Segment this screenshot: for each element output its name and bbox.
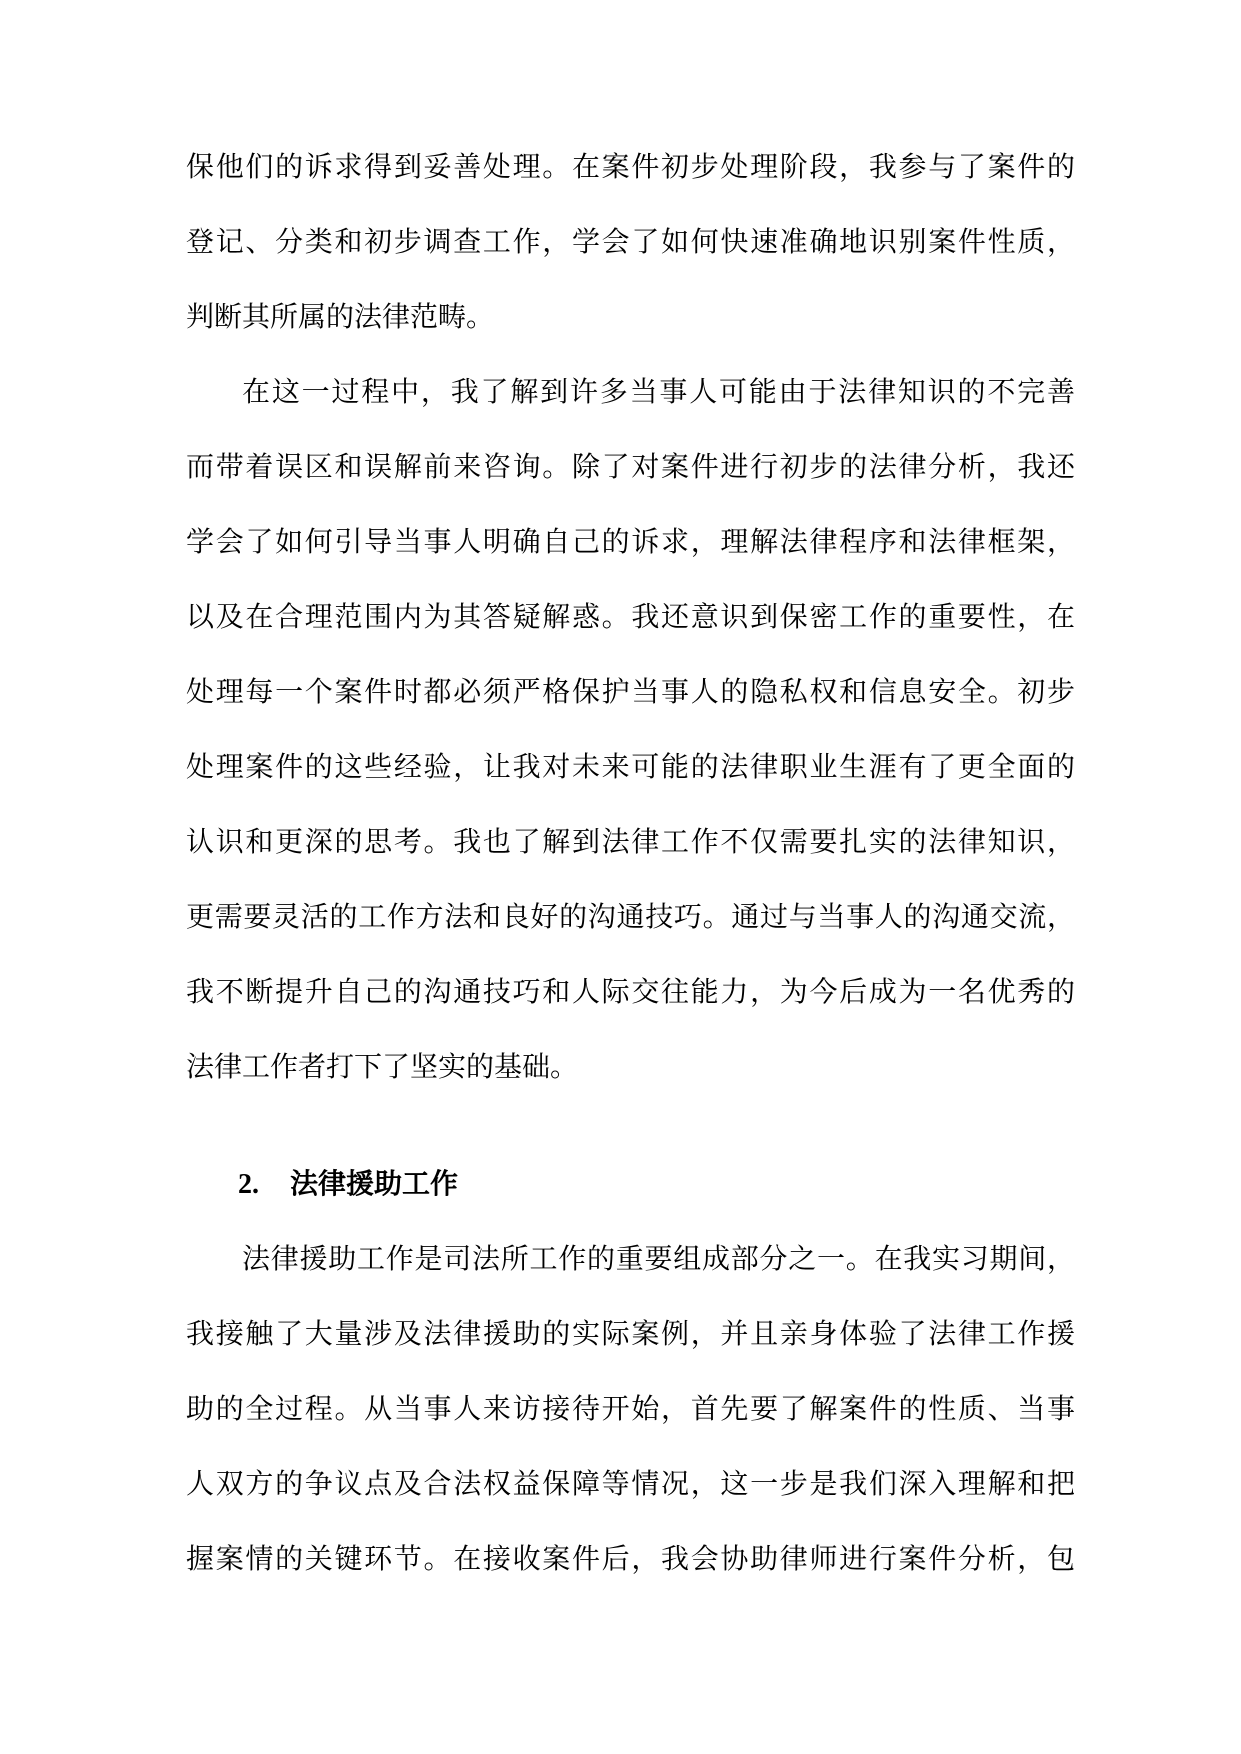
- heading-text: 法律援助工作: [290, 1169, 459, 1200]
- text-line: 我接触了大量涉及法律援助的实际案例，并且亲身体验了法律工作援: [186, 1319, 1075, 1350]
- text-line: 处理案件的这些经验，让我对未来可能的法律职业生涯有了更全面的: [186, 752, 1075, 783]
- text-line: 更需要灵活的工作方法和良好的沟通技巧。通过与当事人的沟通交流，: [186, 902, 1075, 933]
- text-line: 法律工作者打下了坚实的基础。: [186, 1052, 579, 1083]
- text-line: 我不断提升自己的沟通技巧和人际交往能力，为今后成为一名优秀的: [186, 977, 1075, 1008]
- heading-number: 2.: [238, 1169, 259, 1200]
- paragraph-case-initial-handling: [186, 130, 1075, 355]
- text-line: 保他们的诉求得到妥善处理。在案件初步处理阶段，我参与了案件的: [186, 152, 1075, 183]
- text-line: 人双方的争议点及合法权益保障等情况，这一步是我们深入理解和把: [186, 1469, 1075, 1500]
- text-line: 认识和更深的思考。我也了解到法律工作不仅需要扎实的法律知识，: [186, 827, 1075, 858]
- text-line: 而带着误区和误解前来咨询。除了对案件进行初步的法律分析，我还: [186, 452, 1075, 483]
- text-line: 助的全过程。从当事人来访接待开始，首先要了解案件的性质、当事: [186, 1394, 1075, 1425]
- heading-legal-aid-work: [186, 1147, 1075, 1222]
- paragraph-process-reflection: [186, 355, 1075, 1105]
- text-line: 登记、分类和初步调查工作，学会了如何快速准确地识别案件性质，: [186, 227, 1075, 258]
- text-line: 判断其所属的法律范畴。: [186, 302, 495, 333]
- text-line: 学会了如何引导当事人明确自己的诉求，理解法律程序和法律框架，: [186, 527, 1075, 558]
- text-column: [186, 130, 1075, 1597]
- text-line: 握案情的关键环节。在接收案件后，我会协助律师进行案件分析，包: [186, 1544, 1075, 1575]
- text-line: 法律援助工作是司法所工作的重要组成部分之一。在我实习期间，: [242, 1244, 1075, 1275]
- text-line: 以及在合理范围内为其答疑解惑。我还意识到保密工作的重要性，在: [186, 602, 1075, 633]
- text-line: 处理每一个案件时都必须严格保护当事人的隐私权和信息安全。初步: [186, 677, 1075, 708]
- text-line: 在这一过程中，我了解到许多当事人可能由于法律知识的不完善: [242, 377, 1075, 408]
- paragraph-legal-aid-intro: [186, 1222, 1075, 1597]
